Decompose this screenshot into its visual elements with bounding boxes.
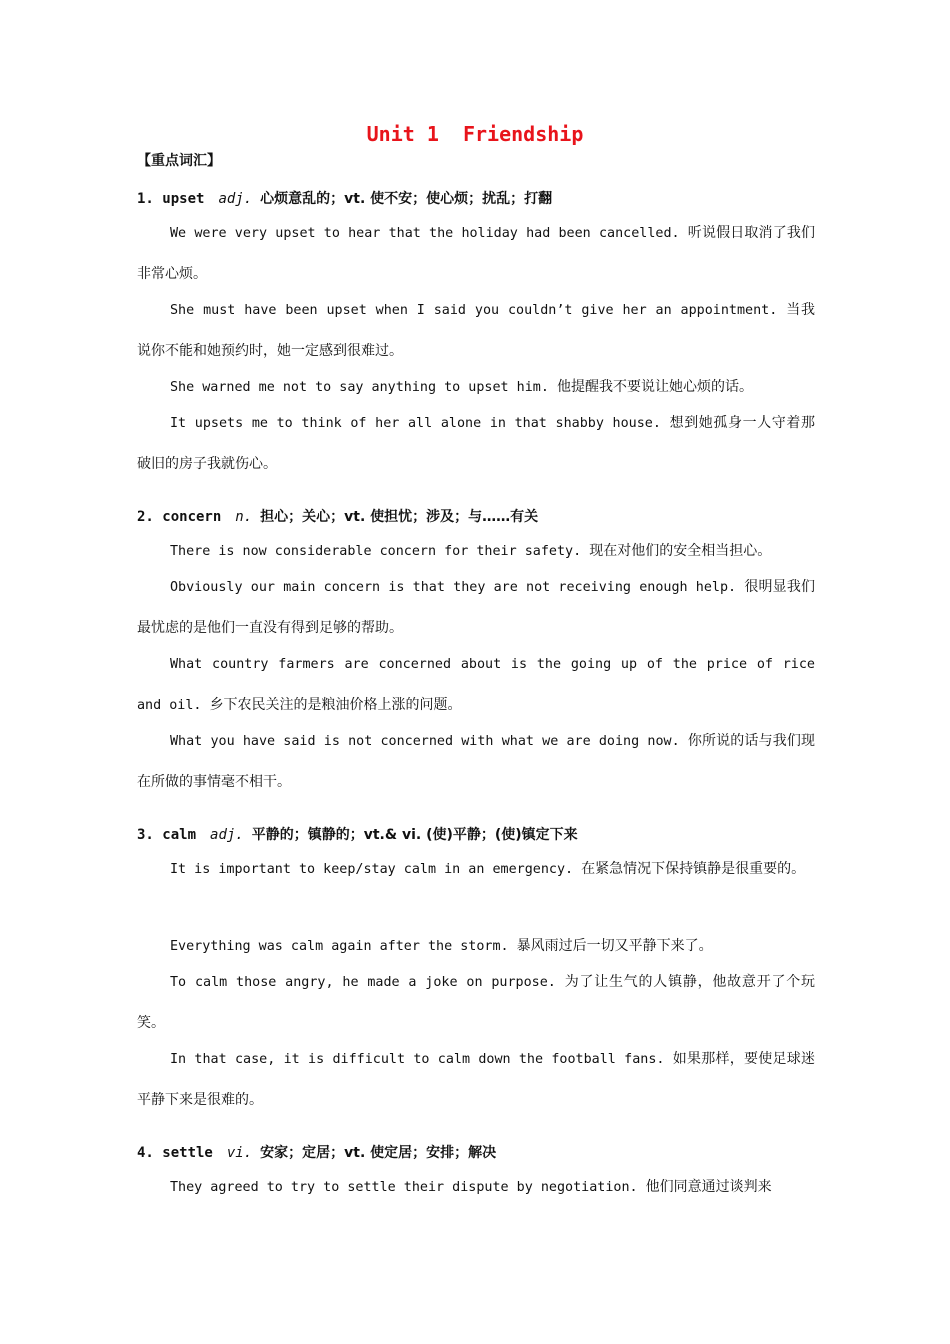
example-sentence bbox=[137, 531, 815, 572]
example-sentence bbox=[137, 721, 815, 803]
example-en: They agreed to try to settle their dispute by negotiation. bbox=[170, 1180, 638, 1195]
page-title: Unit 1 Friendship bbox=[366, 122, 584, 146]
example-en: It upsets me to think of her all alone in that shabby house. bbox=[170, 416, 661, 431]
example-en: To calm those angry, he made a joke on purpose. bbox=[170, 975, 556, 990]
definition: 平静的；镇静的；vt.& vi. (使)平静；(使)镇定下来 bbox=[251, 827, 578, 843]
example-cn: 很明显我们最忧虑的是他们一直没有得到足够的帮助。 bbox=[137, 579, 816, 636]
example-sentence bbox=[137, 367, 815, 408]
example-sentence bbox=[137, 1039, 815, 1121]
part-of-speech: adj. bbox=[218, 191, 253, 207]
example-sentence bbox=[137, 962, 815, 1044]
example-cn: 暴风雨过后一切又平静下来了。 bbox=[516, 938, 713, 954]
example-cn: 现在对他们的安全相当担心。 bbox=[589, 543, 772, 559]
part-of-speech: vi. bbox=[226, 1145, 253, 1161]
example-sentence bbox=[137, 1167, 815, 1208]
example-cn: 想到她孤身一人守着那破旧的房子我就伤心。 bbox=[137, 415, 816, 472]
definition: 担心；关心；vt. 使担忧；涉及；与……有关 bbox=[260, 509, 539, 525]
example-en: It is important to keep/stay calm in an emergency. bbox=[170, 862, 574, 877]
example-sentence bbox=[137, 403, 815, 485]
example-en: Everything was calm again after the storm. bbox=[170, 939, 509, 954]
example-en: There is now considerable concern for their safety. bbox=[170, 544, 582, 559]
example-cn: 你所说的话与我们现在所做的事情毫不相干。 bbox=[137, 733, 816, 790]
example-en: What country farmers are concerned about is the going up of the price of rice and oil. bbox=[137, 657, 815, 713]
example-sentence bbox=[137, 926, 815, 967]
example-en: What you have said is not concerned with what we are doing now. bbox=[170, 734, 680, 749]
example-cn: 当我说你不能和她预约时，她一定感到很难过。 bbox=[137, 302, 816, 359]
vocab-entry-head bbox=[137, 188, 552, 208]
definition: 心烦意乱的；vt. 使不安；使心烦；扰乱；打翻 bbox=[260, 191, 553, 207]
example-cn: 为了让生气的人镇静，他故意开了个玩笑。 bbox=[137, 974, 816, 1031]
example-sentence bbox=[137, 849, 815, 890]
head-word: 2. concern bbox=[137, 509, 222, 525]
example-cn: 在紧急情况下保持镇静是很重要的。 bbox=[581, 861, 806, 877]
vocab-entry-head bbox=[137, 506, 538, 526]
example-en: Obviously our main concern is that they are not receiving enough help. bbox=[170, 580, 737, 595]
vocab-entry-head bbox=[137, 824, 578, 844]
head-word: 3. calm bbox=[137, 827, 197, 843]
section-label: 【重点词汇】 bbox=[137, 153, 221, 169]
example-cn: 乡下农民关注的是粮油价格上涨的问题。 bbox=[209, 697, 462, 713]
example-cn: 他们同意通过谈判来 bbox=[645, 1179, 772, 1195]
part-of-speech: adj. bbox=[210, 827, 244, 843]
part-of-speech: n. bbox=[235, 509, 253, 525]
head-word: 4. settle bbox=[137, 1145, 213, 1161]
example-en: In that case, it is difficult to calm down the football fans. bbox=[170, 1052, 665, 1067]
example-en: We were very upset to hear that the holiday had been cancelled. bbox=[170, 226, 680, 241]
example-sentence bbox=[137, 213, 815, 295]
vocab-entry-head bbox=[137, 1142, 496, 1162]
example-en: She must have been upset when I said you couldn’t give her an appointment. bbox=[170, 303, 778, 318]
example-cn: 他提醒我不要说让她心烦的话。 bbox=[556, 379, 753, 395]
example-sentence bbox=[137, 567, 815, 649]
example-cn: 听说假日取消了我们非常心烦。 bbox=[137, 225, 816, 282]
head-word: 1. upset bbox=[137, 191, 205, 207]
example-sentence bbox=[137, 644, 815, 726]
example-cn: 如果那样，要使足球迷平静下来是很难的。 bbox=[137, 1051, 816, 1108]
example-en: She warned me not to say anything to upset him. bbox=[170, 380, 549, 395]
example-sentence bbox=[137, 290, 815, 372]
definition: 安家；定居；vt. 使定居；安排；解决 bbox=[260, 1145, 497, 1161]
